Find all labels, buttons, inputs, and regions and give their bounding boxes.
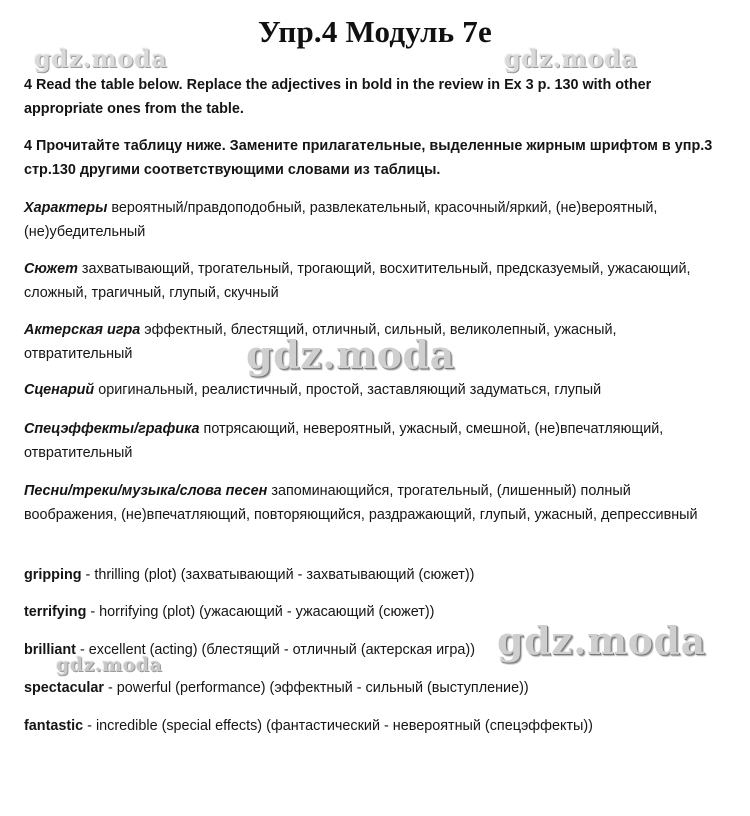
replacement-line bbox=[24, 676, 724, 700]
category-term: Характеры bbox=[24, 200, 108, 216]
category-term: Сценарий bbox=[24, 382, 95, 398]
replacement-line bbox=[24, 600, 724, 624]
category-adjectives: оригинальный, реалистичный, простой, заставляющий задуматься, глупый bbox=[94, 382, 602, 398]
replacement-word: fantastic bbox=[24, 718, 84, 734]
category-term: Песни/треки/музыка/слова песен bbox=[24, 483, 268, 499]
category-term: Сюжет bbox=[24, 261, 78, 277]
replacement-text: - horrifying (plot) (ужасающий - ужасающий (сюжет)) bbox=[86, 604, 435, 620]
page-title: Упр.4 Модуль 7е bbox=[258, 14, 492, 49]
category-paragraph bbox=[24, 257, 724, 305]
replacement-word: gripping bbox=[24, 567, 82, 583]
watermark: gdz.moda bbox=[34, 44, 168, 73]
replacement-line bbox=[24, 714, 724, 738]
category-term: Спецэффекты/графика bbox=[24, 421, 200, 437]
replacement-line bbox=[24, 638, 724, 662]
category-paragraph bbox=[24, 417, 724, 465]
category-adjectives: запоминающийся, трогательный, (лишенный) полный воображения, (не)впечатляющий, повторяющийся, раздражающий, глупый, ужасный, депрессивный bbox=[24, 483, 698, 523]
watermark: gdz.moda bbox=[56, 654, 163, 676]
watermark: gdz.moda bbox=[246, 332, 455, 377]
replacement-word: terrifying bbox=[24, 604, 87, 620]
category-adjectives: вероятный/правдоподобный, развлекательный, красочный/яркий, (не)вероятный, (не)убедительный bbox=[24, 200, 658, 240]
replacement-text: - thrilling (plot) (захватывающий - захватывающий (сюжет)) bbox=[81, 567, 475, 583]
instruction-english: 4 Read the table below. Replace the adjectives in bold in the review in Ex 3 p. 130 with other appropriate ones from the table. bbox=[24, 77, 652, 117]
category-paragraph bbox=[24, 318, 724, 366]
category-paragraph bbox=[24, 479, 724, 527]
replacement-text: - powerful (performance) (эффектный - сильный (выступление)) bbox=[104, 680, 529, 696]
watermark: gdz.moda bbox=[497, 618, 706, 663]
instruction-russian: 4 Прочитайте таблицу ниже. Замените прилагательные, выделенные жирным шрифтом в упр.3 стр.130 другими соответствующими словами из таблицы. bbox=[24, 138, 713, 178]
replacement-text: - incredible (special effects) (фантастический - невероятный (спецэффекты)) bbox=[83, 718, 593, 734]
category-paragraph bbox=[24, 196, 724, 244]
replacement-line bbox=[24, 563, 724, 587]
category-paragraph bbox=[24, 378, 724, 402]
replacement-word: spectacular bbox=[24, 680, 104, 696]
watermark: gdz.moda bbox=[504, 44, 638, 73]
category-term: Актерская игра bbox=[24, 322, 141, 338]
category-adjectives: потрясающий, невероятный, ужасный, смешной, (не)впечатляющий, отвратительный bbox=[24, 421, 664, 461]
category-adjectives: захватывающий, трогательный, трогающий, восхитительный, предсказуемый, ужасающий, сложный, трагичный, глупый, скучный bbox=[24, 261, 691, 301]
replacement-word: brilliant bbox=[24, 642, 76, 658]
category-adjectives: эффектный, блестящий, отличный, сильный, великолепный, ужасный, отвратительный bbox=[24, 322, 617, 362]
replacement-text: - excellent (acting) (блестящий - отличный (актерская игра)) bbox=[75, 642, 476, 658]
